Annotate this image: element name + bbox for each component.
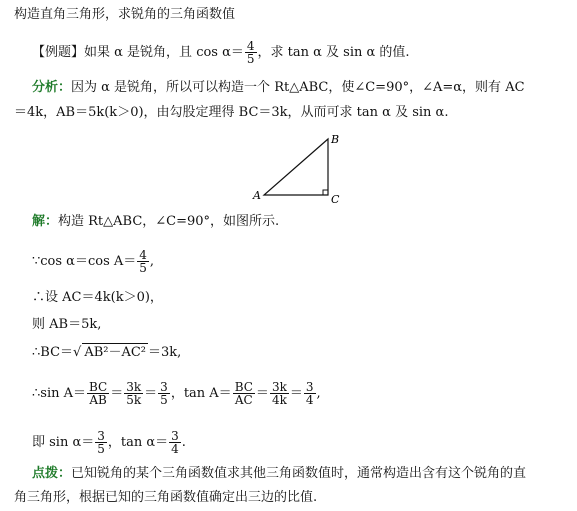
example-text-a: 如果 α 是锐角，且 cos α＝ xyxy=(84,45,244,60)
right-triangle-figure xyxy=(250,131,350,206)
tip-line-1 xyxy=(32,465,526,483)
step5-end: , xyxy=(316,386,321,401)
frac-den: 5 xyxy=(246,52,255,66)
frac-3k-5k: $\frac{3k}{5k}$ xyxy=(126,380,142,407)
analysis-text-1: 因为 α 是锐角，所以可以构造一个 Rt△ABC，使∠C=90°，∠A=α，则有 AC xyxy=(71,80,525,95)
step5-text: ∴sin A＝ xyxy=(32,386,86,401)
solution-step-4: ∴BC＝√ AB²－AC² ＝3k, xyxy=(32,345,182,360)
analysis-label: 分析： xyxy=(32,80,72,95)
vertex-b-label: B xyxy=(331,133,340,146)
tan-result-fraction: $\frac{3}{4}$ xyxy=(171,429,179,456)
page-title: 构造直角三角形，求锐角的三角函数值 xyxy=(14,7,236,22)
step4-text: ∴BC＝ xyxy=(32,345,74,360)
solution-label: 解： xyxy=(32,214,59,229)
frac-num: 4 xyxy=(246,39,255,53)
frac-num: 4 xyxy=(139,248,147,262)
right-angle-mark xyxy=(323,190,328,195)
step6-mid: ，tan α＝ xyxy=(107,435,169,450)
sqrt-radicand: AB²－AC² xyxy=(84,345,147,360)
frac-3-5: $\frac{3}{5}$ xyxy=(160,380,168,407)
tip-text-1: 已知锐角的某个三角函数值求其他三角函数值时，通常构造出含有这个锐角的直 xyxy=(71,466,527,481)
solution-step-3: 则 AB＝5k, xyxy=(32,317,102,332)
example-tag: 【例题】 xyxy=(32,45,85,60)
frac-bc-ab: $\frac{BC}{AB}$ xyxy=(89,380,108,407)
solution-step-1 xyxy=(32,249,154,274)
frac-3-4: $\frac{3}{4}$ xyxy=(305,380,314,407)
triangle-shape xyxy=(264,139,328,195)
frac-den: 5 xyxy=(139,261,147,275)
step5-mid: ，tan A＝ xyxy=(170,386,232,401)
step4-end: ＝3k, xyxy=(148,345,182,360)
step6-end: . xyxy=(181,435,186,450)
step1-end: , xyxy=(149,254,155,269)
vertex-a-label: A xyxy=(253,189,261,202)
solution-step-2: ∴设 AC＝4k(k＞0)， xyxy=(32,290,163,305)
step6-text: 即 sin α＝ xyxy=(32,435,95,450)
solution-intro-text: 构造 Rt△ABC，∠C=90°，如图所示. xyxy=(58,214,280,229)
step1-text: ∵cos α＝cos A＝ xyxy=(32,254,137,269)
solution-step-6 xyxy=(32,430,186,455)
analysis-line-1 xyxy=(32,79,525,97)
tip-line-2: 角三角形，根据已知的三角函数值确定出三边的比值. xyxy=(14,490,318,505)
frac-bc-ac: $\frac{BC}{AC}$ xyxy=(234,380,253,407)
step1-fraction xyxy=(137,249,149,274)
frac-3k-4k: $\frac{3k}{4k}$ xyxy=(271,380,287,407)
sin-result-fraction: $\frac{3}{5}$ xyxy=(97,429,105,456)
cos-fraction xyxy=(245,40,257,65)
vertex-c-label: C xyxy=(331,193,340,206)
tip-label: 点拨： xyxy=(32,466,72,481)
example-line xyxy=(32,40,410,65)
example-text-b: ，求 tan α 及 sin α 的值. xyxy=(257,45,410,60)
analysis-line-2: ＝4k，AB＝5k(k＞0)，由勾股定理得 BC＝3k，从而可求 tan α 及 sin α. xyxy=(14,105,449,120)
solution-intro xyxy=(32,213,279,231)
solution-step-5: ∴sin A＝ $\frac{BC}{AB}$ ＝ $\frac{3k}{5k}$ ＝ $\frac{3}{5}$ ，tan A＝ $\frac{BC}{AC}$ ＝ $\frac{3k}{4k}$ ＝ $\frac{3}{4}$ , xyxy=(32,380,321,407)
